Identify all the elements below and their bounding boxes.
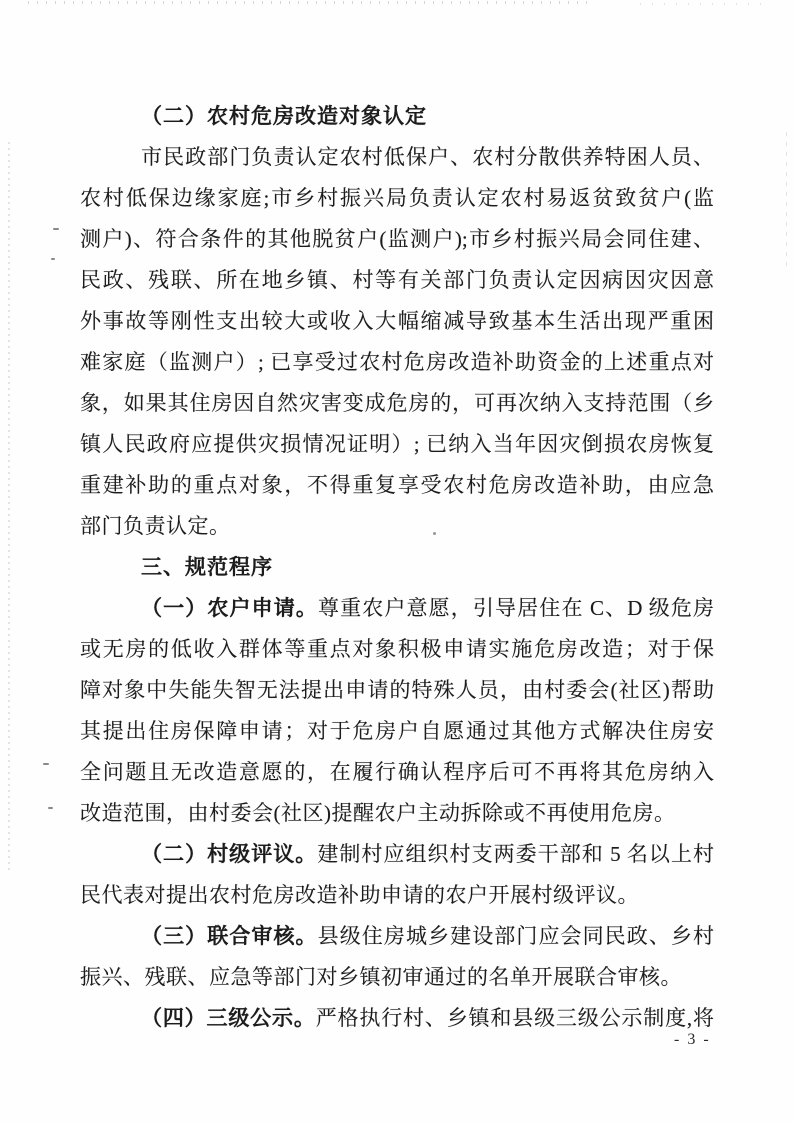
text-line xyxy=(80,465,714,506)
line-text: 障对象中失能失智无法提出申请的特殊人员，由村委会(社区)帮助 xyxy=(80,678,714,702)
line-text: 象，如果其住房因自然灾害变成危房的，可再次纳入支持范围（乡 xyxy=(80,391,714,415)
text-line xyxy=(80,219,714,260)
line-text: 外事故等刚性支出较大或收入大幅缩减导致基本生活出现严重困 xyxy=(80,309,714,333)
text-line xyxy=(80,629,714,670)
section-heading-procedures xyxy=(80,547,714,588)
scan-speck xyxy=(53,228,59,230)
text-line xyxy=(80,834,714,875)
subheading-lead: （二）村级评议。 xyxy=(141,842,318,866)
line-text: 重建补助的重点对象，不得重复享受农村危房改造补助，由应急 xyxy=(80,473,714,497)
line-text: 民政、残联、所在地乡镇、村等有关部门负责认定因病因灾因意 xyxy=(80,268,714,292)
line-text: 振兴、残联、应急等部门对乡镇初审通过的名单开展联合审核。 xyxy=(80,965,682,989)
text-line xyxy=(80,670,714,711)
text-line xyxy=(80,957,714,998)
line-text: 难家庭（监测户）; 已享受过农村危房改造补助资金的上述重点对 xyxy=(80,350,714,374)
text-line xyxy=(80,342,714,383)
line-text: 镇人民政府应提供灾损情况证明）; 已纳入当年因灾倒损农房恢复 xyxy=(80,432,714,456)
text-line xyxy=(80,752,714,793)
line-text: 建制村应组织村支两委干部和 5 名以上村 xyxy=(317,842,715,866)
text-line xyxy=(80,793,714,834)
line-text: 全问题且无改造意愿的，在履行确认程序后可不再将其危房纳入 xyxy=(80,760,714,784)
section-heading-object-identification xyxy=(80,96,714,137)
heading-text: 三、规范程序 xyxy=(141,556,273,579)
text-line xyxy=(80,588,714,629)
text-line xyxy=(80,178,714,219)
subheading-lead: （三）联合审核。 xyxy=(141,924,318,948)
text-line xyxy=(80,260,714,301)
text-line xyxy=(80,137,714,178)
subheading-lead: （四）三级公示。 xyxy=(141,1006,316,1030)
line-text: 部门负责认定。 xyxy=(80,514,231,538)
scan-noise-right-edge xyxy=(786,126,787,266)
text-line xyxy=(80,424,714,465)
page-number: - 3 - xyxy=(674,1031,711,1048)
scan-speck xyxy=(48,807,53,809)
text-line xyxy=(80,711,714,752)
text-line xyxy=(80,383,714,424)
text-line xyxy=(80,998,714,1039)
line-text: 尊重农户意愿，引导居住在 C、D 级危房 xyxy=(318,596,715,620)
line-text: 县级住房城乡建设部门应会同民政、乡村 xyxy=(317,924,714,948)
line-text: 测户)、符合条件的其他脱贫户(监测户);市乡村振兴局会同住建、 xyxy=(80,227,714,251)
line-text: 其提出住房保障申请；对于危房户自愿通过其他方式解决住房安 xyxy=(80,719,714,743)
scan-speck xyxy=(43,763,49,765)
text-line xyxy=(80,506,714,547)
line-text: 市民政部门负责认定农村低保户、农村分散供养特困人员、 xyxy=(141,145,714,169)
line-text: 严格执行村、乡镇和县级三级公示制度,将 xyxy=(315,1006,715,1030)
text-line xyxy=(80,301,714,342)
scan-noise-top-right xyxy=(640,3,770,5)
line-text: 农村低保边缘家庭;市乡村振兴局负责认定农村易返贫致贫户(监 xyxy=(80,186,714,210)
subheading-lead: （一）农户申请。 xyxy=(141,596,319,620)
scan-noise-left-edge xyxy=(8,140,10,870)
line-text: 或无房的低收入群体等重点对象积极申请实施危房改造；对于保 xyxy=(80,637,714,661)
scan-noise-top xyxy=(28,1,588,4)
scan-speck xyxy=(51,258,55,260)
document-body xyxy=(80,96,714,1039)
text-line xyxy=(80,875,714,916)
line-text: 民代表对提出农村危房改造补助申请的农户开展村级评议。 xyxy=(80,883,639,907)
line-text: 改造范围，由村委会(社区)提醒农户主动拆除或不再使用危房。 xyxy=(80,801,676,825)
text-line xyxy=(80,916,714,957)
heading-text: （二）农村危房改造对象认定 xyxy=(141,105,427,128)
